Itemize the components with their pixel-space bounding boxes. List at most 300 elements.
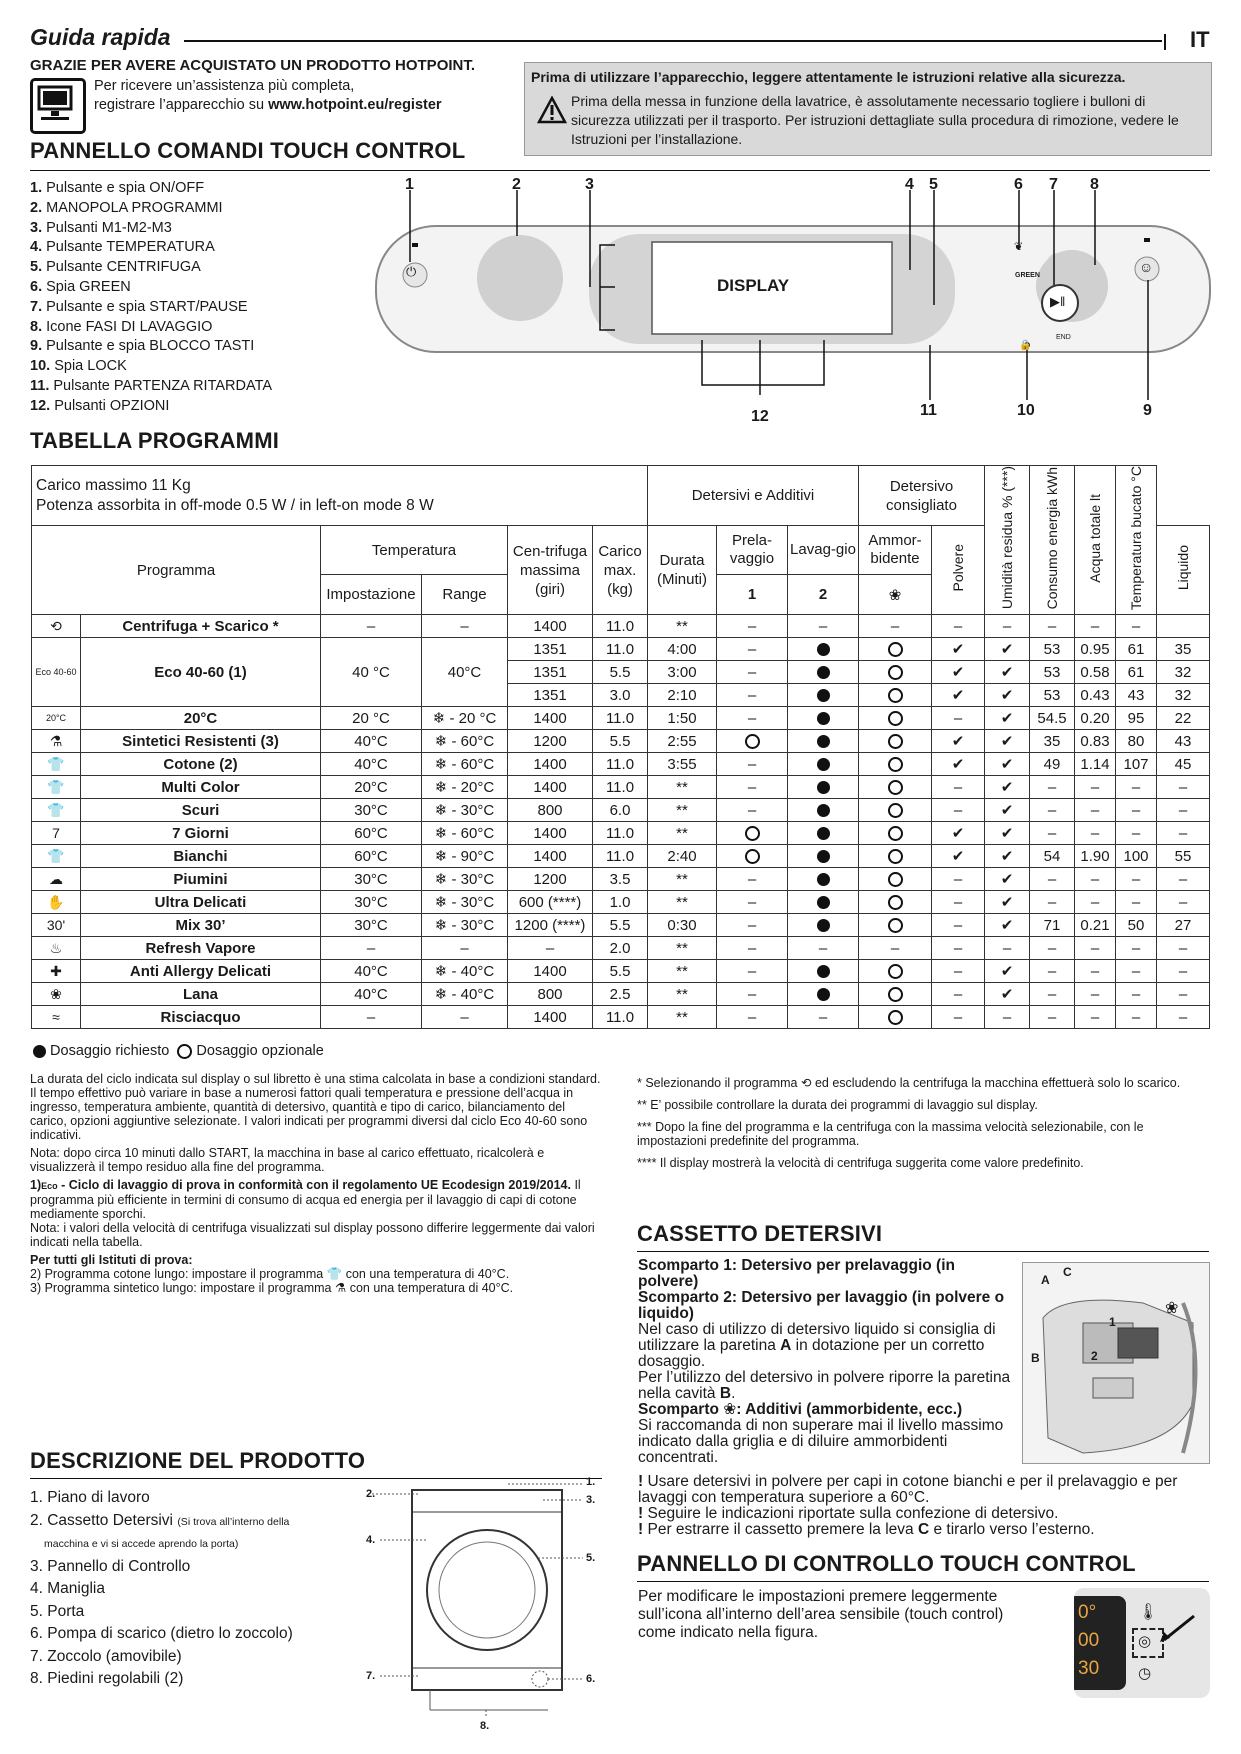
safety-box — [524, 62, 1212, 156]
key-lock-icon[interactable]: ☺ — [1139, 259, 1154, 275]
clock-icon[interactable]: ◷ — [1138, 1665, 1152, 1682]
table-cell — [788, 960, 859, 983]
table-cell: – — [1075, 960, 1116, 983]
table-cell — [932, 753, 985, 776]
table-cell — [932, 661, 985, 684]
title-rule — [184, 40, 1162, 42]
exclamation-icon: ! — [638, 1505, 644, 1522]
col-det-cons: Detersivo consigliato — [859, 466, 985, 526]
table-cell: 3.0 — [593, 684, 648, 707]
temp-setting: – — [321, 937, 422, 960]
callout-3: 3 — [585, 176, 594, 193]
empty-dot-icon — [888, 964, 903, 979]
table-cell — [788, 638, 859, 661]
col-water: Acqua totale lt — [1075, 466, 1116, 615]
list-item: 6. Spia GREEN — [30, 278, 131, 295]
list-item: 5. Pulsante CENTRIFUGA — [30, 259, 201, 276]
table-cell: 11.0 — [593, 638, 648, 661]
table-cell: – — [1075, 1006, 1116, 1029]
display-label: DISPLAY — [717, 276, 790, 295]
filled-dot-icon — [817, 666, 830, 679]
list-item: 10. Spia LOCK — [30, 358, 127, 375]
callout-1: 1 — [405, 176, 414, 193]
note-institutes: Per tutti gli Istituti di prova: — [30, 1253, 193, 1267]
temp-setting: 60°C — [321, 845, 422, 868]
col-load: Carico max. (kg) — [593, 526, 648, 615]
note-star4: **** Il display mostrerà la velocità di centrifuga suggerita come valore predefinito. — [637, 1156, 1084, 1170]
program-name: Multi Color — [81, 776, 321, 799]
program-name: Piumini — [81, 868, 321, 891]
table-cell — [859, 1006, 932, 1029]
table-cell — [985, 960, 1030, 983]
check-icon: ✔ — [1000, 802, 1014, 820]
table-cell — [788, 891, 859, 914]
callout-4: 4 — [905, 176, 914, 193]
table-cell: – — [1116, 776, 1157, 799]
table-cell — [859, 730, 932, 753]
callout-8: 8 — [1090, 176, 1099, 193]
table-cell — [932, 684, 985, 707]
table-cell — [788, 845, 859, 868]
filled-dot-icon — [817, 896, 830, 909]
check-icon: ✔ — [1000, 779, 1014, 797]
table-cell: 32 — [1157, 661, 1210, 684]
table-cell — [859, 983, 932, 1006]
table-cell — [985, 753, 1030, 776]
table-cell — [985, 891, 1030, 914]
check-icon: ✔ — [1000, 894, 1014, 912]
table-cell: – — [1075, 983, 1116, 1006]
col-temp-range: Range — [422, 575, 508, 615]
table-row — [32, 638, 1210, 661]
col-energy: Consumo energia kWh — [1030, 466, 1075, 615]
language-code: IT — [1190, 27, 1210, 52]
table-cell: 4:00 — [648, 638, 717, 661]
check-icon: ✔ — [1000, 756, 1014, 774]
table-cell: 1400 — [508, 822, 593, 845]
list-item: 12. Pulsanti OPZIONI — [30, 397, 170, 414]
table-cell — [1157, 615, 1210, 638]
table-cell — [985, 638, 1030, 661]
table-cell: 3:00 — [648, 661, 717, 684]
table-cell: – — [1116, 615, 1157, 638]
table-cell — [717, 845, 788, 868]
panel-heading: PANNELLO COMANDI TOUCH CONTROL — [30, 138, 466, 163]
table-cell: – — [1030, 937, 1075, 960]
temp-range: – — [422, 937, 508, 960]
table-cell — [859, 753, 932, 776]
note-duration: La durata del ciclo indicata sul display o sul libretto è una stima calcolata in base a condizioni standard. Il tempo effettivo può variare in base a numerosi fattori quali temperatura e pressione dell’acqua in ingresso, temperatura ambiente, quantità di detersivo, quantità e tipo di carico, bilanciamento del carico, opzioni aggiuntive selezionate. I valori indicati per programmi diversi dal ciclo Eco 40-60 sono indicativi. — [30, 1072, 601, 1142]
table-cell: 53 — [1030, 661, 1075, 684]
empty-dot-icon — [888, 688, 903, 703]
leaf-icon: ❦ — [1014, 241, 1024, 253]
safety-title: Prima di utilizzare l’apparecchio, leggere attentamente le istruzioni relative alla sicurezza. — [531, 69, 1126, 85]
table-cell — [932, 822, 985, 845]
program-icon: ⚗ — [32, 730, 81, 753]
section-rule — [637, 1251, 1209, 1252]
table-cell: 3.5 — [593, 868, 648, 891]
temperature-icon[interactable]: 🌡 — [1138, 1604, 1159, 1621]
notes-right — [637, 1076, 1209, 1170]
table-cell — [788, 822, 859, 845]
temp-range: ❄ - 40°C — [422, 960, 508, 983]
table-cell: 1400 — [508, 707, 593, 730]
exclamation-icon: ! — [638, 1521, 644, 1538]
table-row — [32, 891, 1210, 914]
callout-2: 2 — [512, 176, 521, 193]
table-cell — [985, 822, 1030, 845]
table-cell: 54 — [1030, 845, 1075, 868]
table-cell: 0.20 — [1075, 707, 1116, 730]
list-item: 2. MANOPOLA PROGRAMMI — [30, 199, 223, 216]
table-cell — [859, 684, 932, 707]
table-cell: – — [717, 638, 788, 661]
check-icon: ✔ — [1000, 664, 1014, 682]
softener-icon: ❀ — [1165, 1300, 1179, 1317]
table-cell: 1200 — [508, 868, 593, 891]
table-cell: – — [788, 615, 859, 638]
table-cell: 1400 — [508, 753, 593, 776]
temp-range: ❄ - 30°C — [422, 891, 508, 914]
program-name: Cotone (2) — [81, 753, 321, 776]
table-cell: – — [717, 868, 788, 891]
callout-10: 10 — [1017, 402, 1035, 419]
table-row — [32, 615, 1210, 638]
callout-12: 12 — [751, 408, 769, 425]
col-program: Programma — [32, 526, 321, 615]
table-cell: – — [1030, 822, 1075, 845]
check-icon: ✔ — [1000, 641, 1014, 659]
col-wash: Lavag-gio — [788, 526, 859, 575]
program-icon: 20°C — [32, 707, 81, 730]
table-cell: – — [932, 891, 985, 914]
table-cell: – — [1157, 937, 1210, 960]
section-rule — [637, 1581, 1209, 1582]
power-icon[interactable]: ⏻ — [406, 264, 417, 279]
col-soft: Ammor-bidente — [859, 526, 932, 575]
shirt-icon: 👕 — [326, 1267, 343, 1281]
table-cell: 11.0 — [593, 753, 648, 776]
table-cell — [985, 799, 1030, 822]
empty-dot-icon — [177, 1044, 192, 1059]
spin-icon: ⟲ — [801, 1076, 812, 1090]
empty-dot-icon — [745, 849, 760, 864]
table-cell: 1351 — [508, 684, 593, 707]
table-heading: TABELLA PROGRAMMI — [30, 428, 280, 453]
temp-range: – — [422, 615, 508, 638]
temp-setting: – — [321, 615, 422, 638]
table-cell: – — [859, 615, 932, 638]
table-cell: 1351 — [508, 638, 593, 661]
washer-diagram: 1. 2. 3. 4. 5. 6. 7. 8. — [366, 1476, 596, 1732]
table-cell: – — [932, 615, 985, 638]
filled-dot-icon — [817, 643, 830, 656]
table-cell — [788, 661, 859, 684]
table-cell: – — [1157, 868, 1210, 891]
table-row — [32, 753, 1210, 776]
table-cell: – — [717, 914, 788, 937]
pointer-arrow-icon — [1160, 1614, 1200, 1644]
table-cell: ** — [648, 960, 717, 983]
temp-setting: – — [321, 1006, 422, 1029]
table-cell: – — [932, 776, 985, 799]
list-item: 9. Pulsante e spia BLOCCO TASTI — [30, 338, 255, 355]
program-icon: ☁ — [32, 868, 81, 891]
table-cell: 35 — [1157, 638, 1210, 661]
table-cell: 0.58 — [1075, 661, 1116, 684]
table-cell — [859, 891, 932, 914]
table-cell — [788, 753, 859, 776]
table-cell: ** — [648, 822, 717, 845]
table-cell: 5.5 — [593, 661, 648, 684]
program-icon: ✋ — [32, 891, 81, 914]
table-cell — [985, 730, 1030, 753]
table-cell: – — [717, 960, 788, 983]
list-item: 11. Pulsante PARTENZA RITARDATA — [30, 377, 273, 394]
table-cell — [788, 868, 859, 891]
table-cell — [859, 638, 932, 661]
table-cell — [859, 707, 932, 730]
table-cell: 61 — [1116, 661, 1157, 684]
table-cell: 5.5 — [593, 960, 648, 983]
table-cell — [859, 776, 932, 799]
col-hum: Umidità residua % (***) — [985, 466, 1030, 615]
col-liquid: Liquido — [1157, 526, 1210, 615]
check-icon: ✔ — [1000, 710, 1014, 728]
table-cell: – — [1075, 891, 1116, 914]
empty-dot-icon — [888, 711, 903, 726]
table-cell: 1.14 — [1075, 753, 1116, 776]
table-cell: 2.0 — [593, 937, 648, 960]
table-cell — [985, 983, 1030, 1006]
table-cell: 49 — [1030, 753, 1075, 776]
list-item: 4. Pulsante TEMPERATURA — [30, 239, 215, 256]
table-cell — [985, 914, 1030, 937]
table-cell: 1400 — [508, 776, 593, 799]
softener-icon: ❀ — [723, 1401, 737, 1418]
table-cell: 53 — [1030, 684, 1075, 707]
table-cell: 0.43 — [1075, 684, 1116, 707]
filled-dot-icon — [817, 804, 830, 817]
check-icon: ✔ — [951, 825, 965, 843]
table-cell: – — [717, 661, 788, 684]
table-cell: 11.0 — [593, 707, 648, 730]
program-name: Mix 30’ — [81, 914, 321, 937]
drawer-bullets: ! Usare detersivi in polvere per capi in cotone bianchi e per il prelavaggio e per lavaggi con temperatura superiore a 60°C. ! Seguire le indicazioni riportate sulla confezione di detersivo. ! Per estrarre il cassetto premere la leva C e tirarlo verso l’esterno. — [638, 1473, 1178, 1538]
note-eco: 1)Eco - Ciclo di lavaggio di prova in conformità con il regolamento UE Ecodesign 2019/2014. Il programma più efficiente in termini di consumo di acqua ed energia per il lavaggio di capi di cotone mediamente sporchi. — [30, 1178, 581, 1221]
table-cell — [932, 638, 985, 661]
product-list: 1. Piano di lavoro 2. Cassetto Detersivi (Si trova all’interno della macchina e vi si accede aprendo la porta) 3. Pannello di Controllo 4. Maniglia 5. Porta 6. Pompa di scarico (dietro lo zoccolo) 7. Zoccolo (amovibile) 8. Piedini regolabili (2) — [30, 1489, 293, 1687]
note-star3: *** Dopo la fine del programma e la centrifuga con la massima velocità selezionabile, con le impostazioni predefinite del programma. — [637, 1120, 1144, 1148]
table-cell: 0:30 — [648, 914, 717, 937]
table-cell: – — [717, 615, 788, 638]
table-cell: – — [1030, 983, 1075, 1006]
table-cell: 27 — [1157, 914, 1210, 937]
table-cell: 2.5 — [593, 983, 648, 1006]
register-line1: Per ricevere un’assistenza più completa, — [94, 78, 355, 94]
note-start: Nota: dopo circa 10 minuti dallo START, la macchina in base al carico effettuato, ricalcolerà e visualizzerà il tempo residuo alla fine del programma. — [30, 1146, 545, 1174]
check-icon: ✔ — [1000, 825, 1014, 843]
table-row — [32, 822, 1210, 845]
table-cell — [788, 983, 859, 1006]
table-cell: 11.0 — [593, 845, 648, 868]
callout-6: 6 — [1014, 176, 1023, 193]
table-cell: – — [1030, 615, 1075, 638]
table-cell: – — [717, 983, 788, 1006]
program-name: Lana — [81, 983, 321, 1006]
program-icon: Eco 40-60 — [32, 638, 81, 707]
table-cell: ** — [648, 983, 717, 1006]
table-row — [32, 983, 1210, 1006]
empty-dot-icon — [888, 826, 903, 841]
table-cell: 1200 (****) — [508, 914, 593, 937]
table-row — [32, 1006, 1210, 1029]
table-cell: – — [1075, 799, 1116, 822]
filled-dot-icon — [817, 827, 830, 840]
temp-range: ❄ - 30°C — [422, 914, 508, 937]
temp-setting: 40 °C — [321, 638, 422, 707]
table-cell: 3:55 — [648, 753, 717, 776]
col-temp: Temperatura — [321, 526, 508, 575]
check-icon: ✔ — [951, 848, 965, 866]
table-row — [32, 845, 1210, 868]
table-cell — [859, 845, 932, 868]
warning-icon — [537, 96, 567, 129]
program-icon: 👕 — [32, 845, 81, 868]
table-cell: 1400 — [508, 1006, 593, 1029]
col-powder: Polvere — [932, 526, 985, 615]
table-cell: 43 — [1116, 684, 1157, 707]
empty-dot-icon — [888, 642, 903, 657]
check-icon: ✔ — [951, 733, 965, 751]
page-title: Guida rapida — [30, 24, 171, 50]
table-cell: 0.21 — [1075, 914, 1116, 937]
table-cell: – — [1116, 1006, 1157, 1029]
empty-dot-icon — [888, 872, 903, 887]
table-cell — [788, 684, 859, 707]
check-icon: ✔ — [1000, 733, 1014, 751]
table-cell: – — [1157, 799, 1210, 822]
col-temp-set: Impostazione — [321, 575, 422, 615]
table-legend: Dosaggio richiesto Dosaggio opzionale — [33, 1043, 324, 1059]
table-cell: 5.5 — [593, 914, 648, 937]
list-item: 3. Pulsanti M1-M2-M3 — [30, 219, 172, 236]
table-cell: – — [717, 753, 788, 776]
table-cell: ** — [648, 799, 717, 822]
computer-icon — [30, 78, 86, 134]
table-cell: 2:10 — [648, 684, 717, 707]
exclamation-icon: ! — [638, 1473, 644, 1490]
note-synthetic: 3) Programma sintetico lungo: impostare il programma ⚗ con una temperatura di 40°C. — [30, 1281, 514, 1295]
table-cell: – — [1116, 983, 1157, 1006]
table-cell: – — [1030, 868, 1075, 891]
note-star1: * Selezionando il programma ⟲ ed escludendo la centrifuga la macchina effettuerà solo lo scarico. — [637, 1076, 1181, 1090]
table-cell: – — [932, 868, 985, 891]
temp-range: ❄ - 30°C — [422, 868, 508, 891]
filled-dot-icon — [817, 781, 830, 794]
table-cell — [717, 730, 788, 753]
table-cell: – — [1116, 937, 1157, 960]
empty-dot-icon — [888, 734, 903, 749]
temp-range: ❄ - 60°C — [422, 822, 508, 845]
callout-7: 7 — [1049, 176, 1058, 193]
table-head-info: Carico massimo 11 Kg Potenza assorbita in off-mode 0.5 W / in left-on mode 8 W — [32, 466, 648, 526]
table-cell: 53 — [1030, 638, 1075, 661]
thanks-heading: GRAZIE PER AVERE ACQUISTATO UN PRODOTTO HOTPOINT. — [30, 57, 476, 74]
table-row — [32, 960, 1210, 983]
list-item: 7. Pulsante e spia START/PAUSE — [30, 298, 248, 315]
table-cell: – — [1075, 822, 1116, 845]
table-cell: – — [1116, 891, 1157, 914]
empty-dot-icon — [888, 803, 903, 818]
eco-icon: Eco — [41, 1181, 58, 1191]
check-icon: ✔ — [1000, 687, 1014, 705]
table-cell: – — [932, 914, 985, 937]
table-cell: – — [932, 937, 985, 960]
table-cell: 6.0 — [593, 799, 648, 822]
filled-dot-icon — [817, 850, 830, 863]
register-link[interactable]: www.hotpoint.eu/register — [268, 97, 442, 113]
temp-range: ❄ - 20 °C — [422, 707, 508, 730]
table-cell: ** — [648, 776, 717, 799]
temp-range: ❄ - 40°C — [422, 983, 508, 1006]
table-cell: – — [1030, 776, 1075, 799]
callout-11: 11 — [920, 402, 937, 419]
filled-dot-icon — [817, 689, 830, 702]
table-cell: – — [932, 1006, 985, 1029]
table-cell — [985, 684, 1030, 707]
filled-dot-icon — [817, 965, 830, 978]
table-cell: 11.0 — [593, 1006, 648, 1029]
table-cell: – — [1157, 822, 1210, 845]
table-cell: – — [1157, 983, 1210, 1006]
program-icon: 👕 — [32, 753, 81, 776]
table-cell: 1:50 — [648, 707, 717, 730]
temp-setting: 40°C — [321, 960, 422, 983]
start-pause-icon[interactable]: ▶‖ — [1050, 294, 1066, 309]
filled-dot-icon — [817, 988, 830, 1001]
check-icon: ✔ — [1000, 963, 1014, 981]
table-cell: – — [717, 937, 788, 960]
table-cell — [788, 776, 859, 799]
table-cell: – — [717, 684, 788, 707]
table-cell: – — [1030, 960, 1075, 983]
empty-dot-icon — [888, 849, 903, 864]
table-cell: 2:40 — [648, 845, 717, 868]
program-icon: ♨ — [32, 937, 81, 960]
table-cell: – — [508, 937, 593, 960]
softener-icon: ❀ — [859, 575, 932, 615]
table-cell: – — [1116, 868, 1157, 891]
spin-icon[interactable]: ◎ — [1138, 1633, 1152, 1650]
table-cell: 600 (****) — [508, 891, 593, 914]
program-name: Eco 40-60 (1) — [81, 638, 321, 707]
table-cell: 45 — [1157, 753, 1210, 776]
filled-dot-icon — [817, 873, 830, 886]
table-cell — [859, 914, 932, 937]
section-rule — [30, 170, 1210, 171]
table-cell: 43 — [1157, 730, 1210, 753]
program-icon: 👕 — [32, 799, 81, 822]
table-row — [32, 799, 1210, 822]
table-cell — [859, 661, 932, 684]
program-name: 20°C — [81, 707, 321, 730]
table-cell: 1.0 — [593, 891, 648, 914]
table-cell — [859, 868, 932, 891]
col-wash-n: 2 — [788, 575, 859, 615]
check-icon: ✔ — [951, 641, 965, 659]
col-det-add: Detersivi e Additivi — [648, 466, 859, 526]
